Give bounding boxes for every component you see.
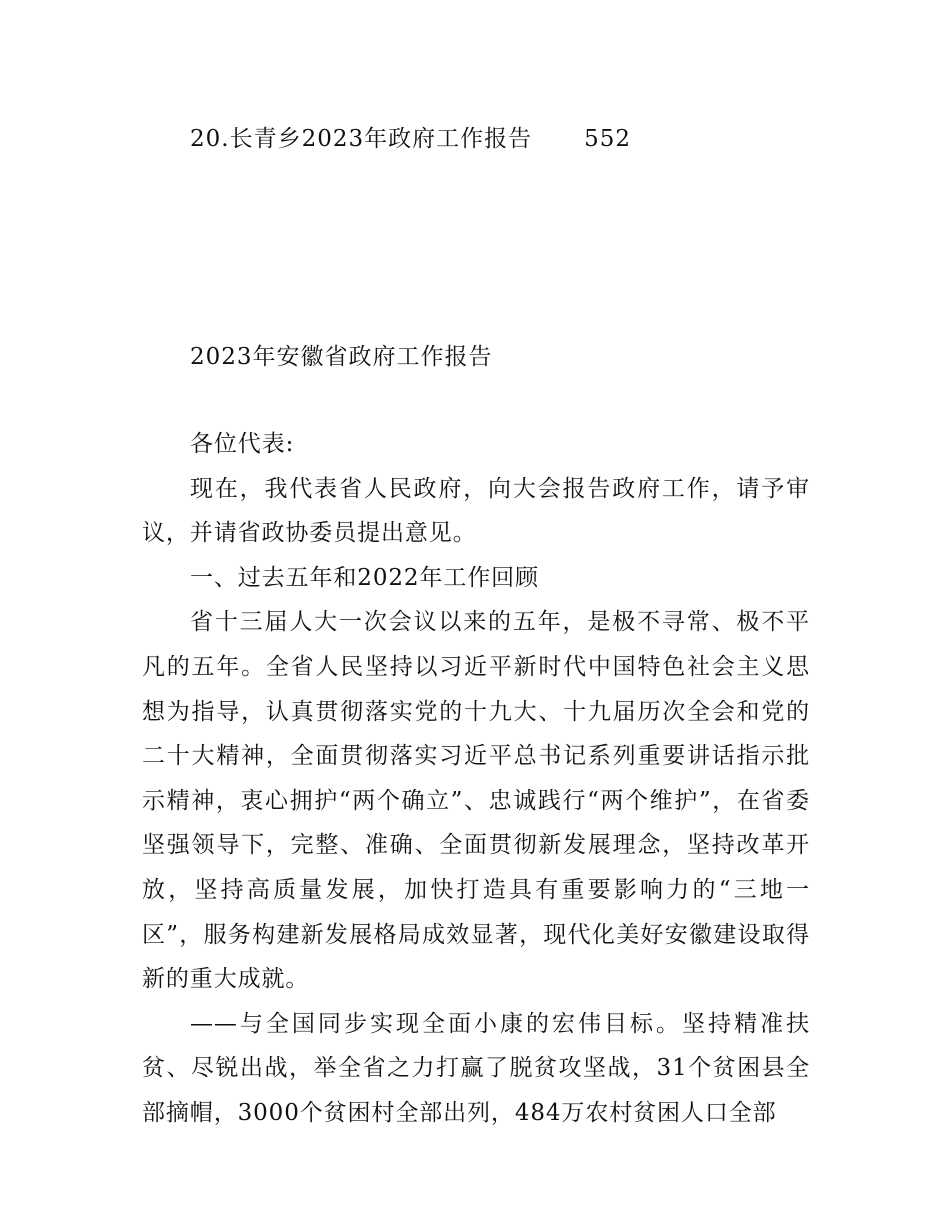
document-title: 2023年安徽省政府工作报告	[190, 344, 493, 370]
paragraph-salutation: 各位代表:	[190, 431, 295, 457]
document-body	[142, 422, 810, 1136]
toc-entry	[190, 120, 631, 153]
paragraph-review: 省十三届人大一次会议以来的五年，是极不寻常、极不平凡的五年。全省人民坚持以习近平新时代中国特色社会主义思想为指导，认真贯彻落实党的十九大、十九届历次全会和党的二十大精神，全面贯彻落实习近平总书记系列重要讲话指示批示精神，衷心拥护“两个确立”、忠诚践行“两个维护”，在省委坚强领导下，完整、准确、全面贯彻新发展理念，坚持改革开放，坚持高质量发展，加快打造具有重要影响力的“三地一区”，服务构建新发展格局成效显著，现代化美好安徽建设取得新的重大成就。	[142, 609, 810, 993]
toc-page-number: 552	[584, 126, 632, 152]
section-heading: 一、过去五年和2022年工作回顾	[190, 564, 539, 591]
paragraph-poverty: ——与全国同步实现全面小康的宏伟目标。坚持精准扶贫、尽锐出战，举全省之力打赢了脱贫攻坚战，31个贫困县全部摘帽，3000个贫困村全部出列，484万农村贫困人口全部	[142, 1010, 810, 1126]
paragraph-intro: 现在，我代表省人民政府，向大会报告政府工作，请予审议，并请省政协委员提出意见。	[142, 475, 810, 547]
toc-entry-title: 20.长青乡2023年政府工作报告	[190, 126, 533, 152]
